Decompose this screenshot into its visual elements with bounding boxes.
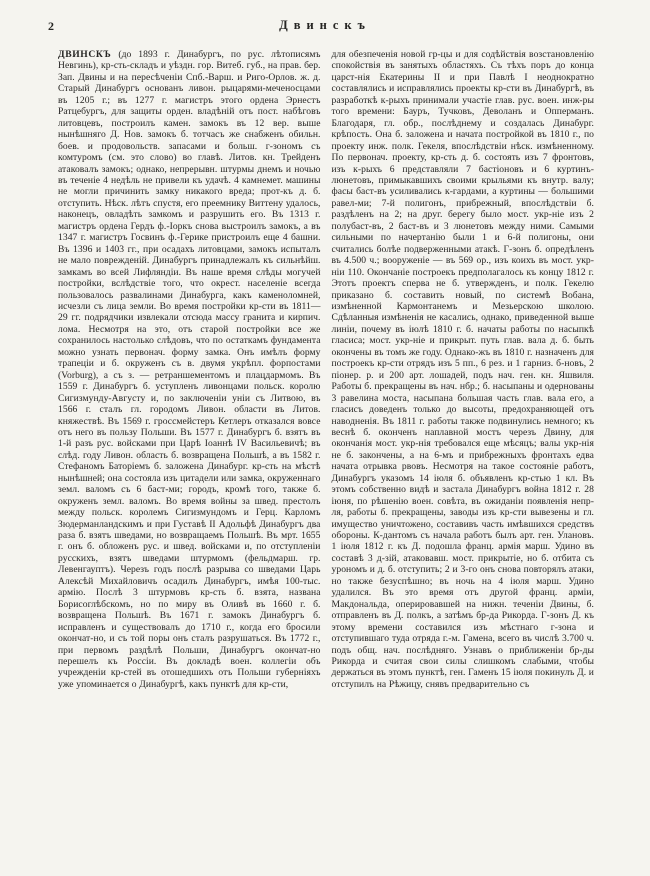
column-left-text: (до 1893 г. Динабургъ, по рус. лѣтописямъ Невгинь), кр-сть-складъ и уѣздн. гор. Витеб. губ., на прав. бер. Зап. Двины и на пересѣченіи Спб.-Варш. и Риго-Орлов. ж. д. Старый Динабургъ основанъ ливон. рыцарями-меченосцами въ 1205 г.; въ 1277 г. магистръ этого ордена Эрнестъ Ратцебургъ, для защиты орден. владѣній отъ пост. набѣговъ литовцевъ, построилъ камен. замокъ въ 12 вер. выше нынѣшняго Д. Нов. замокъ б. тотчасъ же снабженъ обильн. боев. и продовольств. запасами и больш. г-зономъ съ комтуромъ (см. это слово) во главѣ. Литов. кн. Трейденъ атаковалъ замокъ; однако, непрерывн. штурмы днемъ и ночью въ теченіе 4 недѣль не привели къ удачѣ. 4 камнемет. машины не могли причинить замку никакого вреда; прот-къ д. б. отступить. Нѣск. лѣтъ спустя, его преемнику Виттену удалось, наконецъ, овладѣть замкомъ и разрушить его. Въ 1313 г. магистръ ордена Гердъ ф.-Іоркъ снова выстроилъ замокъ, а въ 1347 г. магистръ Госвинъ ф.-Герике пристроилъ еще 4 башни. Въ 1396 и 1403 гг., при осадахъ литовцами, замокъ испыталъ не мало поврежденій. Динабургъ принадлежалъ къ сильнѣйш. замкамъ во всей Лифляндіи. Въ наше время слѣды могучей постройки, вслѣдствіе того, что окрест. населеніе всегда пользовалось развалинами Динабурга, какъ каменоломней, исчезли съ лица земли. Во время постройки кр-сти въ 1811—29 гг. подрядчики извлекали отсюда массу гранита и кирпич. лома. Несмотря на это, отъ старой постройки все же сохранилось настолько слѣдовъ, что по остаткамъ фундамента можно узнать первонач. форму замка. Онъ имѣлъ форму трапеціи и б. окруженъ съ в. двумя укрѣпл. форпостами (Vorburg), а съ з. — ретраншементомъ и плацдармомъ. Въ 1559 г. Динабургъ б. уступленъ ливонцами польск. королю Сигизмунду-Августу и, по заключеніи уніи съ Литвою, въ 1566 г. сталъ гл. городомъ Ливон. области въ Литов. княжествѣ. Въ 1569 г. гроссмейстеръ Кетлеръ отказался вовсе отъ него въ пользу Польши. Въ 1577 г. Динабургъ б. взятъ въ 1-й разъ рус. войсками при Царѣ Іоаннѣ IV Васильевичѣ; въ слѣд. году Ливон. область б. возвращена Польшѣ, а въ 1582 г. Стефаномъ Баторіемъ б. заложена Динабург. кр-сть на мѣстѣ нынѣшней; она состояла изъ цитадели или замка, окруженнаго земл. валомъ съ 6 баст-ми; городъ, кромѣ того, также б. окруженъ земл. валомъ. Во время войны за швед. престолъ между польск. королемъ Сигизмундомъ и Герц. Карломъ Зюдерманландскимъ и при Густавѣ II Адольфѣ Динабургъ два раза б. взятъ шведами, но возвращаемъ Польшѣ. Въ мрт. 1655 г. онъ б. обложенъ рус. и швед. войсками и, по отступленіи русскихъ, взятъ шведами штурмомъ (фельдмарш. гр. Левенгауптъ). Черезъ годъ послѣ разрыва со шведами Царь Алексѣй Михайловичъ осадилъ Динабургъ, имѣя 100-тыс. армію. Послѣ 3 штурмовъ кр-сть б. взята, названа Борисоглѣбскомъ, но по миру въ Оливѣ въ 1660 г. б. возвращена Польшѣ. Въ 1671 г. замокъ Динабургъ б. исправленъ и существовалъ до 1710 г., когда его бросили окончат-но, и съ той поры онъ сталъ разрушаться. Въ 1772 г., при первомъ раздѣлѣ Польши, Динабургъ окончат-но перешелъ къ Россіи. Въ докладѣ воен. коллегіи объ учрежденіи кр-стей въ отошедшихъ отъ Польши губерніяхъ уже упоминается о Динабургѣ, какъ пунктѣ для кр-сти, — [58, 49, 321, 690]
column-right-text: для обезпеченія новой гр-цы и для содѣйствія возстановленію спокойствія въ занятыхъ областяхъ. Съ тѣхъ поръ до конца царст-нія Екатерины II и при Павлѣ I неоднократно составлялись и исправлялись проекты кр-сти въ Динабургѣ, въ разработкѣ к-рыхъ принимали участіе глав. рус. воен. инж-ры того времени: Бауръ, Тучковъ, Деволанъ и Опперманъ. Благодаря, гл. обр., послѣднему и создалась Динабург. крѣпость. Она б. заложена и начата постройкой въ 1810 г., по проекту инж. полк. Гекеля, впослѣдствіи нѣск. измѣненному. По первонач. проекту, кр-сть д. б. состоять изъ 7 фронтовъ, изъ к-рыхъ 6 представляли 7 бастіоновъ и 6 куртинъ-люнетовъ, примыкавшихъ своими крыльями къ внутр. валу; фасы баст-въ усиливались к-гардами, а куртины — большими равел-ми; 7-й полигонъ, прибрежный, впослѣдствіи б. раздѣленъ на 2; на друг. берегу было мост. укр-ніе изъ 2 полубаст-въ, 2 баст-въ и 3 люнетовъ между ними. Самыми сильными по начертанію были 1 и 6-й полигоны, они считались болѣе подверженными атакѣ. Г-зонъ б. опредѣленъ въ 4.500 ч.; вооруженіе — въ 569 ор., изъ коихъ въ мост. укр-ніи 110. Окончаніе построекъ предполагалось къ концу 1812 г. Этотъ проектъ сперва не б. утвержденъ, и полк. Гекелю приказано б. составить новый, по системѣ Вобана, измѣненной Кармонтанемъ и Мезьерскою школою. Сдѣланныя измѣненія не касались, однако, приведенной выше линіи, почему въ іюлѣ 1810 г. б. начаты работы по насыпкѣ гласиса; мост. укр-ніе и прикрыт. путь глав. вала д. б. быть окончены въ томъ же году. Однако-жъ въ 1810 г. назначенъ для построекъ кр-сти отрядъ изъ 5 пп., 6 рез. и 1 гарниз. б-новъ, 2 піонер. р. и 200 арт. лошадей, подъ нач. ген. кн. Яшвиля. Работы б. прекращены въ нач. нбр.; б. насыпаны и одернованы 3 равелина моста, насыпана большая часть глав. вала его, а гласисъ доведенъ только до высоты, предохраняющей отъ наводненія. Въ 1811 г. работы также подвинулись немного; къ веснѣ б. оконченъ наплавной мостъ черезъ Двину, для окончанія мост. укр-нія требовался еще мѣсяцъ; валы укр-нія не б. закончены, а на 6-мъ и прибрежныхъ фронтахъ едва начата отрывка рвовъ. Несмотря на такое состояніе работъ, Динабургъ указомъ 14 іюля б. объявленъ кр-стью 1 кл. Въ этомъ собственно видѣ и застала Динабургъ война 1812 г. 28 іюня, по рѣшенію воен. совѣта, въ ожиданіи появленія непр-ля, работы б. прекращены, заводы изъ кр-сти вывезены и гл. имущество уничтожено, составивъ часть имѣвшихся средствъ обороны. К-дантомъ съ начала работъ былъ арт. ген. Улановъ. 1 іюля 1812 г. къ Д. подошла франц. армія марш. Удино въ составѣ 3 д-зій, атаковавш. мост. прикрытіе, но б. отбита съ урономъ и д. б. отступить; 2 и 3-го онъ снова повторялъ атаки, но также безуспѣшно; въ ночь на 4 іюля марш. Удино удалился. Въ это время отъ другой франц. арміи, Макдональда, оперировавшей на нижн. теченіи Двины, б. отправленъ въ Д. полкъ, а затѣмъ бр-да Рикорда. Г-зонъ Д. къ этому времени составился изъ мѣстнаго г-зона и отступившаго туда отряда г.-м. Гамена, всего въ числѣ 3.700 ч. подъ общ. нач. послѣдняго. Узнавъ о приближеніи бр-ды Рикорда и считая свои силы слишкомъ слабыми, чтобы держаться въ этомъ пунктѣ, ген. Гаменъ 15 іюля покинулъ Д. и отступилъ на Рѣжицу, снявъ предварительно съ — [331, 49, 594, 690]
page-header — [0, 18, 650, 42]
page-number: 2 — [48, 19, 54, 33]
running-title: Двинскъ — [279, 18, 371, 32]
column-left — [58, 49, 321, 690]
column-right — [332, 49, 595, 690]
article-body — [0, 42, 650, 690]
article-headword: ДВИНСКЪ — [58, 49, 112, 60]
